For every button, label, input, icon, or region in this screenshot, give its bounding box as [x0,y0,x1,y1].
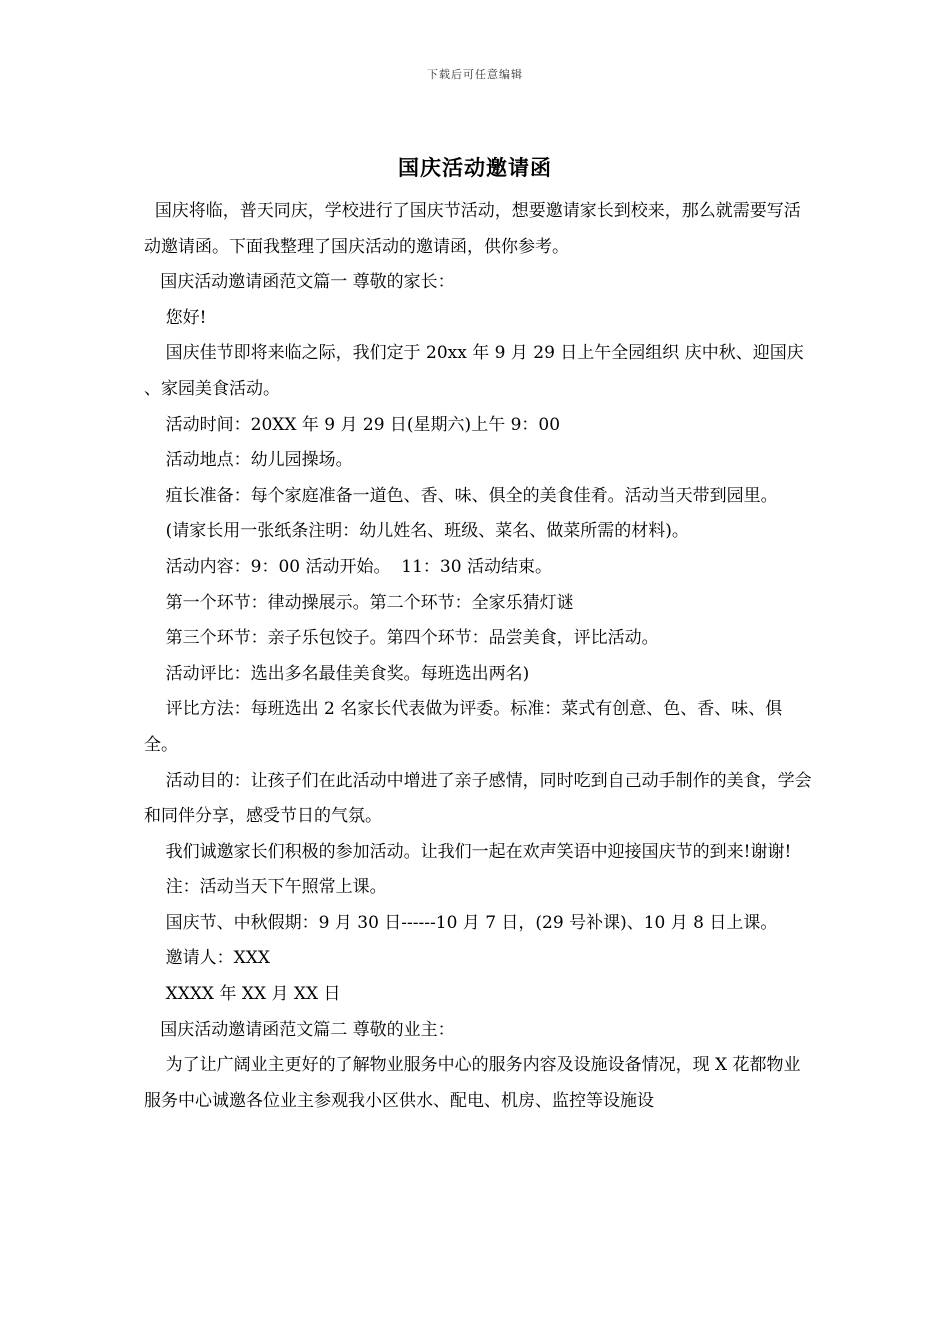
paragraph-note-materials: (请家长用一张纸条注明：幼儿姓名、班级、菜名、做菜所需的材料)。 [144,521,689,542]
document-body [144,194,816,1119]
paragraph-evaluation-method: 评比方法：每班选出 2 名家长代表做为评委。标准：菜式有创意、色、香、味、俱全。 [144,699,783,755]
paragraph-location: 活动地点：幼儿园操场。 [144,450,353,471]
page-header: 下载后可任意编辑 [427,68,523,81]
paragraph-date: XXXX 年 XX 月 XX 日 [144,984,341,1005]
paragraph-time: 活动时间：20XX 年 9 月 29 日(星期六)上午 9：00 [144,414,561,435]
paragraph-property: 为了让广阔业主更好的了解物业服务中心的服务内容及设施设备情况，现 X 花都物业服务中心诚邀各位业主参观我小区供水、配电、机房、监控等设施设 [144,1055,801,1111]
paragraph-evaluation: 活动评比：选出多名最佳美食奖。每班选出两名) [144,663,530,684]
paragraph-inviter: 邀请人：XXX [144,948,270,969]
paragraph-stage-three-four: 第三个环节：亲子乐包饺子。第四个环节：品尝美食，评比活动。 [144,628,659,649]
paragraph-holiday: 国庆节、中秋假期：9 月 30 日------10 月 7 日，(29 号补课)、10 月 8 日上课。 [144,912,778,933]
section-heading-two: 国庆活动邀请函范文篇二 尊敬的业主： [144,1019,455,1040]
paragraph-preparation: 疽长准备：每个家庭准备一道色、香、味、俱全的美食佳肴。活动当天带到园里。 [144,485,778,506]
paragraph-content: 活动内容：9：00 活动开始。 11：30 活动结束。 [144,556,552,577]
paragraph-announcement: 国庆佳节即将来临之际，我们定于 20xx 年 9 月 29 日上午全园组织 庆中秋、迎国庆 、家园美食活动。 [144,343,810,399]
paragraph-intro: 国庆将临，普天同庆，学校进行了国庆节活动，想要邀请家长到校来，那么就需要写活动邀请函。下面我整理了国庆活动的邀请函，供你参考。 [144,201,801,257]
paragraph-stage-one-two: 第一个环节：律动操展示。第二个环节：全家乐猜灯谜 [144,592,574,613]
section-heading-one: 国庆活动邀请函范文篇一 尊敬的家长： [144,272,455,293]
document-title: 国庆活动邀请函 [398,155,552,180]
paragraph-greeting: 您好! [144,307,207,328]
paragraph-invitation: 我们诚邀家长们积极的参加活动。让我们一起在欢声笑语中迎接国庆节的到来!谢谢! [144,841,792,862]
paragraph-note-class: 注：活动当天下午照常上课。 [144,877,387,898]
paragraph-purpose: 活动目的：让孩子们在此活动中增进了亲子感情，同时吃到自己动手制作的美食，学会和同伴分享，感受节日的气氛。 [144,770,812,827]
